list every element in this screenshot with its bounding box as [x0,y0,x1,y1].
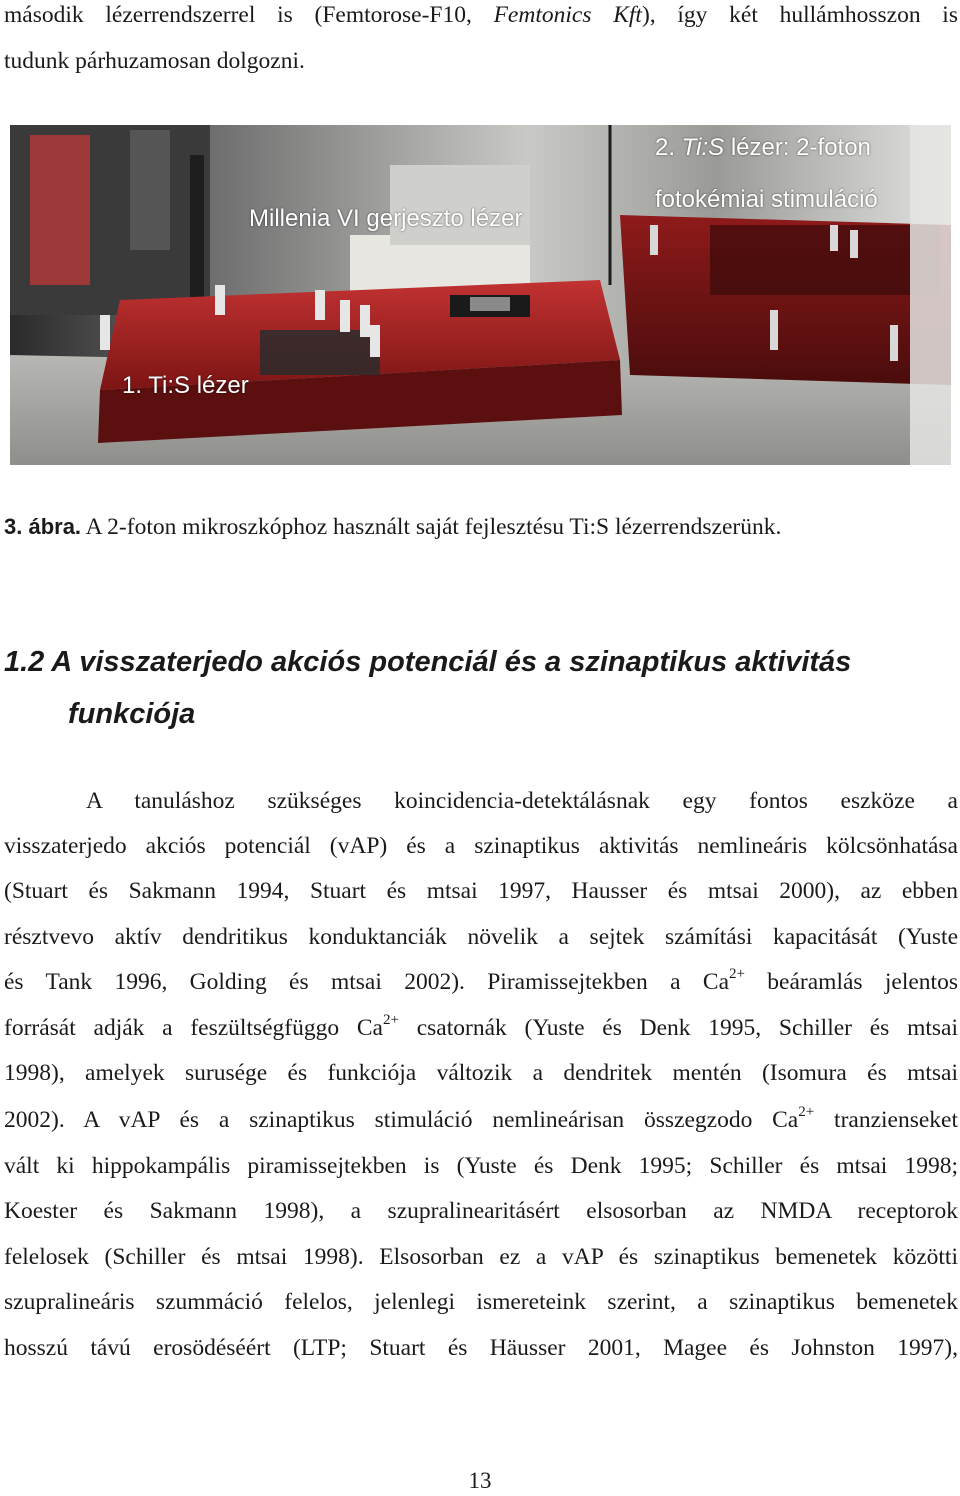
body-line-3: (Stuart és Sakmann 1994, Stuart és mtsai 1997, Hausser és mtsai 2000), az ebben [4,878,958,904]
intro-line-2: tudunk párhuzamosan dolgozni. [4,48,305,74]
superscript: 2+ [798,1104,815,1121]
laser-system-photo [10,125,951,465]
body-text: 2002). A vAP és a szinaptikus stimuláció nemlineárisan összegzodo Ca [4,1107,799,1133]
tis2-label-italic: Ti:S [681,134,725,161]
body-text: forrását adják a feszültségfüggo Ca [4,1015,383,1041]
tis2-label-suffix: lézer: 2-foton [724,134,871,161]
intro-text: második lézerrendszerrel is (Femtorose-F10, [4,2,494,28]
intro-text: ), így két hullámhosszon is [641,2,958,28]
body-line-5 [4,967,958,997]
body-line-2: visszaterjedo akciós potenciál (vAP) és a szinaptikus aktivitás nemlineáris kölcsönhatása [4,833,958,859]
millenia-label: Millenia VI gerjeszto lézer [249,205,523,232]
tis1-label: 1. Ti:S lézer [122,372,249,399]
laser-photo-illustration [10,125,951,465]
section-heading-line-2: funkciója [68,698,196,730]
body-line-6 [4,1013,958,1043]
body-line-11: felelosek (Schiller és mtsai 1998). Elsosorban ez a vAP és szinaptikus bemenetek közötti [4,1244,958,1270]
body-line-10: Koester és Sakmann 1998), a szupralinearitásért elsosorban az NMDA receptorok [4,1198,958,1224]
body-line-9: vált ki hippokampális piramissejtekben is (Yuste és Denk 1995; Schiller és mtsai 1998; [4,1153,958,1179]
body-line-13: hosszú távú erosödéséért (LTP; Stuart és Häusser 2001, Magee és Johnston 1997), [4,1335,958,1361]
body-line-1: A tanuláshoz szükséges koincidencia-detektálásnak egy fontos eszköze a [86,788,958,814]
superscript: 2+ [382,1012,399,1029]
page-number: 13 [468,1468,492,1493]
intro-line-1 [4,0,958,30]
tis2-label-line1 [655,134,871,162]
body-line-4: résztvevo aktív dendritikus konduktanciák növelik a sejtek számítási kapacitását (Yuste [4,924,958,950]
caption-label: 3. ábra. [4,514,82,539]
superscript: 2+ [729,966,745,983]
figure-caption [4,512,781,542]
body-text: tranzienseket [814,1107,958,1133]
section-heading-line-1: 1.2 A visszaterjedo akciós potenciál és a szinaptikus aktivitás [4,646,852,678]
company-name: Femtonics Kft [493,2,642,28]
tis2-label-line2: fotokémiai stimuláció [655,186,878,213]
body-line-12: szupralineáris szummáció felelos, jelenlegi ismereteink szerint, a szinaptikus bemenetek [4,1289,958,1315]
body-line-7: 1998), amelyek surusége és funkciója változik a dendritek mentén (Isomura és mtsai [4,1060,958,1086]
body-line-8 [4,1105,958,1135]
tis2-label-prefix: 2. [655,134,682,161]
caption-text: A 2-foton mikroszkóphoz használt saját fejlesztésu Ti:S lézerrendszerünk. [81,514,782,540]
body-text: beáramlás jelentos [744,969,958,995]
body-text: csatornák (Yuste és Denk 1995, Schiller és mtsai [398,1015,958,1041]
body-text: és Tank 1996, Golding és mtsai 2002). Piramissejtekben a Ca [4,969,729,995]
